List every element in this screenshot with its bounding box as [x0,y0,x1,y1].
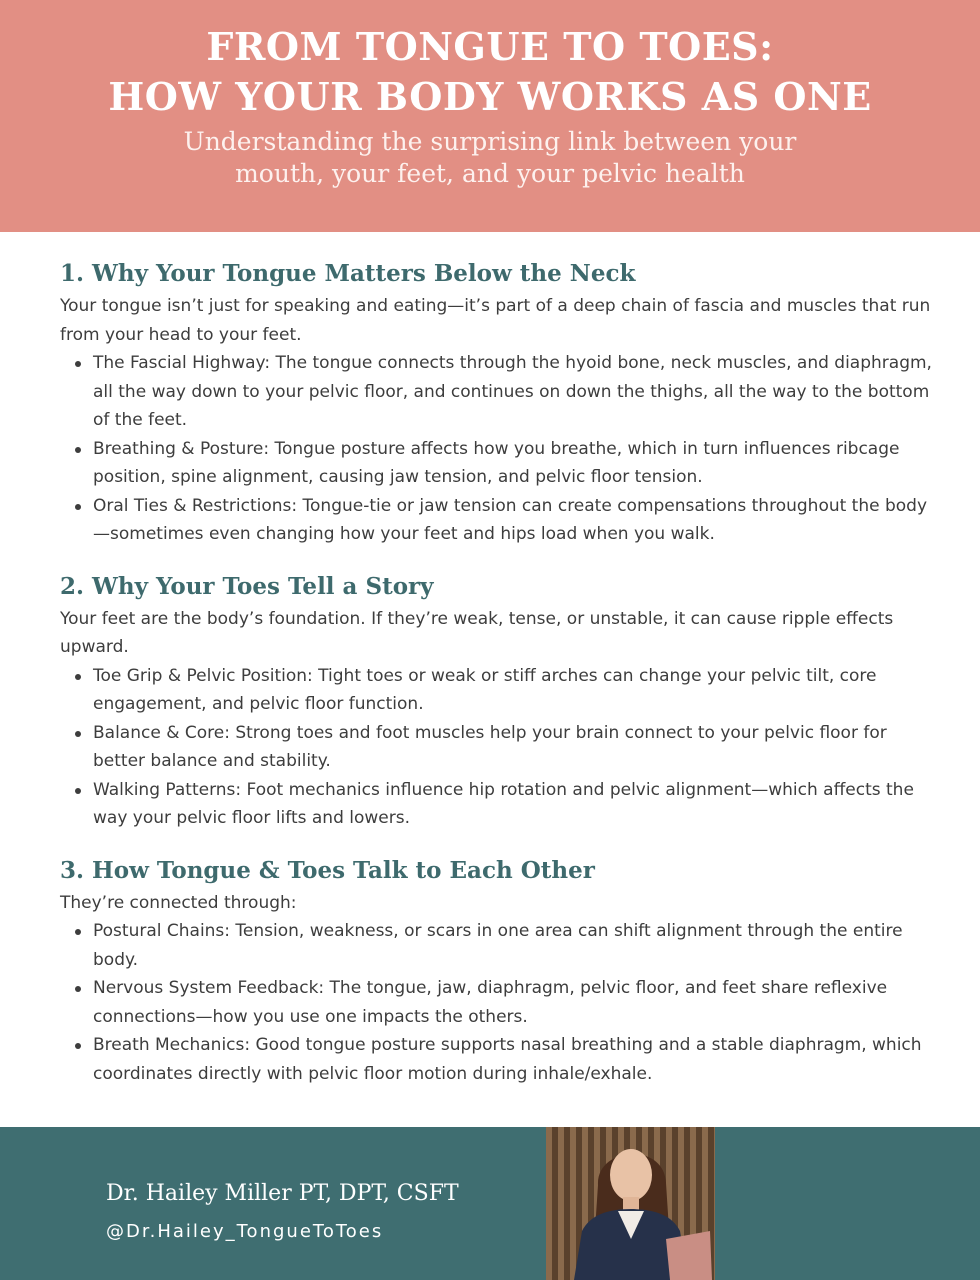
face-shape [610,1149,652,1201]
bullet-dot-icon [75,504,81,510]
section-heading: 2. Why Your Toes Tell a Story [60,572,434,600]
header-banner [0,0,980,232]
list-item [60,662,940,719]
author-name: Dr. Hailey Miller PT, DPT, CSFT [106,1181,459,1206]
list-item-text: Walking Patterns: Foot mechanics influence hip rotation and pelvic alignment—which affects the way your pelvic floor lifts and lowers. [93,779,914,828]
subtitle-line-1: Understanding the surprising link between your [183,127,797,156]
list-item-text: Toe Grip & Pelvic Position: Tight toes or weak or stiff arches can change your pelvic tilt, core engagement, and pelvic floor function. [93,665,877,714]
bullet-dot-icon [75,986,81,992]
bullet-dot-icon [75,731,81,737]
chair-shape [666,1231,712,1280]
footer-banner [0,1127,980,1280]
bullet-dot-icon [75,361,81,367]
section-heading: 3. How Tongue & Toes Talk to Each Other [60,856,595,884]
list-item-text: Nervous System Feedback: The tongue, jaw, diaphragm, pelvic floor, and feet share reflexive connections—how you use one impacts the others. [93,978,888,1027]
bullet-list [60,662,940,833]
list-item-text: Oral Ties & Restrictions: Tongue-tie or jaw tension can create compensations throughout the body—sometimes even changing how your feet and hips load when you walk. [93,495,928,544]
title-line-2: HOW YOUR BODY WORKS AS ONE [108,74,872,119]
page-title [0,22,980,122]
list-item-text: Breathing & Posture: Tongue posture affects how you breathe, which in turn influences ribcage position, spine alignment, causing jaw tension, and pelvic floor tension. [93,438,900,487]
list-item [60,917,940,974]
bullet-dot-icon [75,447,81,453]
portrait-illustration [546,1127,715,1280]
section-toes [60,569,940,833]
list-item [60,974,940,1031]
bullet-dot-icon [75,1043,81,1049]
page-subtitle [0,126,980,190]
title-line-1: FROM TONGUE TO TOES: [206,24,774,69]
section-intro: Your feet are the body’s foundation. If they’re weak, tense, or unstable, it can cause ripple effects upward. [60,608,894,657]
author-photo [546,1127,715,1280]
section-connection [60,853,940,1089]
bullet-dot-icon [75,674,81,680]
main-content [60,256,940,1108]
list-item-text: Balance & Core: Strong toes and foot muscles help your brain connect to your pelvic floor for better balance and stability. [93,722,887,771]
list-item-text: The Fascial Highway: The tongue connects through the hyoid bone, neck muscles, and diaphragm, all the way down to your pelvic floor, and continues on down the thighs, all the way to the bottom of the feet. [93,353,932,430]
bullet-list [60,917,940,1088]
section-heading: 1. Why Your Tongue Matters Below the Neck [60,260,636,287]
list-item-text: Postural Chains: Tension, weakness, or scars in one area can shift alignment through the entire body. [93,921,903,970]
subtitle-line-2: mouth, your feet, and your pelvic health [235,159,745,188]
list-item [60,349,940,435]
list-item [60,435,940,492]
section-intro: They’re connected through: [60,892,297,913]
bullet-list [60,349,940,549]
list-item [60,719,940,776]
social-handle: @Dr.Hailey_TongueToToes [106,1221,384,1242]
list-item [60,1031,940,1088]
section-tongue [60,256,940,549]
list-item [60,776,940,833]
list-item-text: Breath Mechanics: Good tongue posture supports nasal breathing and a stable diaphragm, which coordinates directly with pelvic floor motion during inhale/exhale. [93,1035,922,1084]
bullet-dot-icon [75,788,81,794]
list-item [60,492,940,549]
section-intro: Your tongue isn’t just for speaking and eating—it’s part of a deep chain of fascia and muscles that run from your head to your feet. [60,296,931,345]
bullet-dot-icon [75,929,81,935]
